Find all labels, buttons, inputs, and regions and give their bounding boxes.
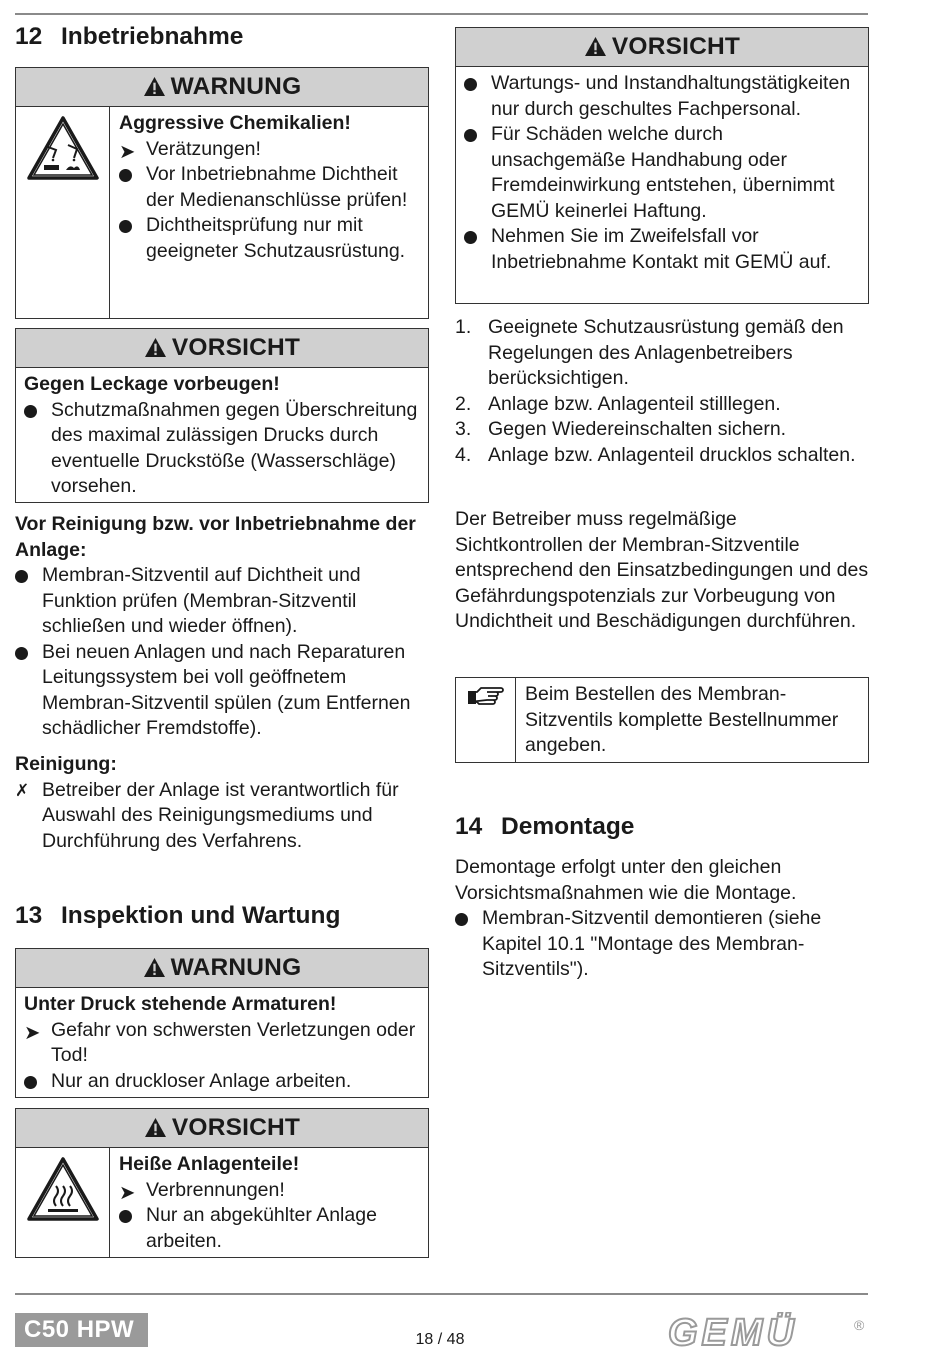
list-item xyxy=(15,640,429,742)
caution-label: VORSICHT xyxy=(171,1114,301,1142)
text-cell xyxy=(110,1148,428,1257)
bullet-icon xyxy=(24,398,48,426)
caution-body xyxy=(456,67,868,279)
section-12-heading xyxy=(15,22,243,52)
warning-body xyxy=(16,988,428,1098)
list-item-text: Dichtheitsprüfung nur mit geeigneter Schutzausrüstung. xyxy=(146,214,406,262)
caution-box-hot-parts xyxy=(15,1108,429,1258)
warning-triangle-icon xyxy=(584,36,607,57)
step-number: 1. xyxy=(455,316,472,338)
step-number: 3. xyxy=(455,418,472,440)
warning-box-chemicals xyxy=(15,67,429,319)
list-item xyxy=(455,417,869,443)
list-item xyxy=(455,443,869,469)
list-item-text: Wartungs- und Instandhaltungstätigkeiten nur durch geschultes Fachpersonal. xyxy=(491,72,851,120)
consequence xyxy=(24,1018,420,1069)
top-rule xyxy=(15,13,868,15)
cross-mark-icon: ✗ xyxy=(15,780,30,800)
list-item xyxy=(455,906,869,983)
list-item xyxy=(455,315,869,392)
caution-label: VORSICHT xyxy=(171,334,301,362)
warning-triangle-icon xyxy=(143,76,166,97)
bullet-icon xyxy=(455,906,479,934)
icon-cell xyxy=(16,107,110,318)
list-item-text: Nehmen Sie im Zweifelsfall vor Inbetriebnahme Kontakt mit GEMÜ auf. xyxy=(491,225,832,273)
list-item-text: Betreiber der Anlage ist verantwortlich für Auswahl des Reinigungsmediums und Durchführung des Verfahrens. xyxy=(42,778,399,852)
product-badge: C50 HPW xyxy=(15,1313,148,1347)
arrow-icon: ➤ xyxy=(119,140,136,163)
list-item-text: Für Schäden welche durch unsachgemäße Handhabung oder Fremdeinwirkung entstehen, übernimmt GEMÜ keinerlei Haftung. xyxy=(491,123,835,222)
consequence-text: Verbrennungen! xyxy=(146,1178,285,1201)
consequence xyxy=(119,137,422,163)
caution-header xyxy=(456,28,868,67)
caution-label: VORSICHT xyxy=(611,33,741,61)
caution-box-leakage xyxy=(15,328,429,503)
warning-box-pressure xyxy=(15,948,429,1098)
text-cell xyxy=(110,107,428,318)
logo-text: GEMÜ xyxy=(668,1312,798,1352)
hot-surface-icon xyxy=(26,1156,100,1222)
hazard-title: Heiße Anlagenteile! xyxy=(119,1153,300,1175)
section-number: 14 xyxy=(455,813,483,840)
consequence-text: Gefahr von schwersten Verletzungen oder Tod! xyxy=(51,1018,416,1066)
prep-section xyxy=(15,512,429,742)
section-13-heading xyxy=(15,901,340,931)
list-item xyxy=(15,778,429,855)
gemu-logo xyxy=(668,1312,868,1352)
section-number: 13 xyxy=(15,902,43,929)
list-item xyxy=(24,398,420,500)
bullet-icon xyxy=(464,122,488,150)
consequence xyxy=(119,1178,422,1204)
list-item-text: Nur an abgekühlter Anlage arbeiten. xyxy=(146,1204,377,1252)
warning-label: WARNUNG xyxy=(170,954,302,982)
list-item xyxy=(464,224,860,275)
note-text: Beim Bestellen des Membran-Sitzventils komplette Bestellnummer angeben. xyxy=(525,683,839,756)
step-number: 4. xyxy=(455,443,472,466)
section-title: Demontage xyxy=(501,813,635,840)
list-item-text: Anlage bzw. Anlagenteil drucklos schalten. xyxy=(488,443,856,466)
warning-header xyxy=(16,949,428,988)
hazard-title: Unter Druck stehende Armaturen! xyxy=(24,993,337,1015)
corrosive-hazard-icon xyxy=(26,115,100,181)
consequence-text: Verätzungen! xyxy=(146,137,261,160)
list-item-text: Schutzmaßnahmen gegen Überschreitung des maximal zulässigen Drucks durch eventuelle Druckstöße (Wasserschläge) vorsehen. xyxy=(51,398,418,497)
cleaning-heading: Reinigung: xyxy=(15,753,117,775)
section-14-heading xyxy=(455,812,634,842)
list-item-text: Geeignete Schutzausrüstung gemäß den Regelungen des Anlagenbetreibers berücksichtigen. xyxy=(488,316,844,389)
list-item-text: Membran-Sitzventil demontieren (siehe Kapitel 10.1 "Montage des Membran-Sitzventils"). xyxy=(482,907,822,980)
list-item xyxy=(119,162,422,213)
warning-triangle-icon xyxy=(143,957,166,978)
cleaning-section xyxy=(15,752,429,854)
demontage-section xyxy=(455,855,869,983)
ordering-note xyxy=(455,677,869,763)
icon-cell xyxy=(456,678,516,762)
bullet-icon xyxy=(464,224,488,252)
steps-list xyxy=(455,315,869,468)
icon-cell xyxy=(16,1148,110,1257)
list-item xyxy=(464,71,860,122)
list-item xyxy=(464,122,860,224)
warning-triangle-icon xyxy=(144,1117,167,1138)
list-item-text: Membran-Sitzventil auf Dichtheit und Funktion prüfen (Membran-Sitzventil schließen und wieder öffnen). xyxy=(42,564,361,637)
list-item-text: Nur an druckloser Anlage arbeiten. xyxy=(51,1069,352,1092)
list-item-text: Bei neuen Anlagen und nach Reparaturen Leitungssystem bei voll geöffnetem Membran-Sitzventil spülen (zum Entfernen schädlicher Fremdstoffe). xyxy=(42,640,411,739)
warning-header xyxy=(16,68,428,107)
list-item xyxy=(15,563,429,640)
demontage-text: Demontage erfolgt unter den gleichen Vorsichtsmaßnahmen wie die Montage. xyxy=(455,856,797,904)
bullet-icon xyxy=(119,1203,143,1231)
list-item xyxy=(24,1069,420,1095)
caution-header xyxy=(16,329,428,368)
list-item-text: Vor Inbetriebnahme Dichtheit der Medienanschlüsse prüfen! xyxy=(146,163,408,211)
caution-body xyxy=(16,368,428,504)
arrow-icon: ➤ xyxy=(119,1181,136,1204)
arrow-icon: ➤ xyxy=(24,1021,41,1044)
list-item-text: Gegen Wiedereinschalten sichern. xyxy=(488,418,787,440)
step-number: 2. xyxy=(455,392,472,415)
section-title: Inspektion und Wartung xyxy=(61,902,341,929)
prep-heading: Vor Reinigung bzw. vor Inbetriebnahme der Anlage: xyxy=(15,513,416,561)
pointing-hand-icon xyxy=(467,684,505,710)
list-item xyxy=(455,392,869,418)
hazard-title: Aggressive Chemikalien! xyxy=(119,112,351,134)
section-number: 12 xyxy=(15,23,43,50)
bullet-icon xyxy=(15,640,39,668)
hazard-title: Gegen Leckage vorbeugen! xyxy=(24,373,280,395)
registered-mark: ® xyxy=(854,1317,865,1333)
section-title: Inbetriebnahme xyxy=(61,23,244,50)
list-item-text: Anlage bzw. Anlagenteil stilllegen. xyxy=(488,392,781,415)
operator-paragraph: Der Betreiber muss regelmäßige Sichtkontrollen der Membran-Sitzventile entsprechend den Einsatzbedingungen und des Gefährdungspotenzials zur Vorbeugung von Undichtheit und Beschädigungen durchführen. xyxy=(455,508,869,632)
bullet-icon xyxy=(119,213,143,241)
page-number: 18 / 48 xyxy=(415,1331,465,1348)
bullet-icon xyxy=(15,563,39,591)
warning-label: WARNUNG xyxy=(170,73,302,101)
caution-header xyxy=(16,1109,428,1148)
list-item xyxy=(119,213,422,264)
bullet-icon xyxy=(464,71,488,99)
bullet-icon xyxy=(119,162,143,190)
caution-box-maintenance xyxy=(455,27,869,304)
warning-triangle-icon xyxy=(144,337,167,358)
footer-rule xyxy=(15,1293,868,1295)
list-item xyxy=(119,1203,422,1254)
bullet-icon xyxy=(24,1069,48,1097)
